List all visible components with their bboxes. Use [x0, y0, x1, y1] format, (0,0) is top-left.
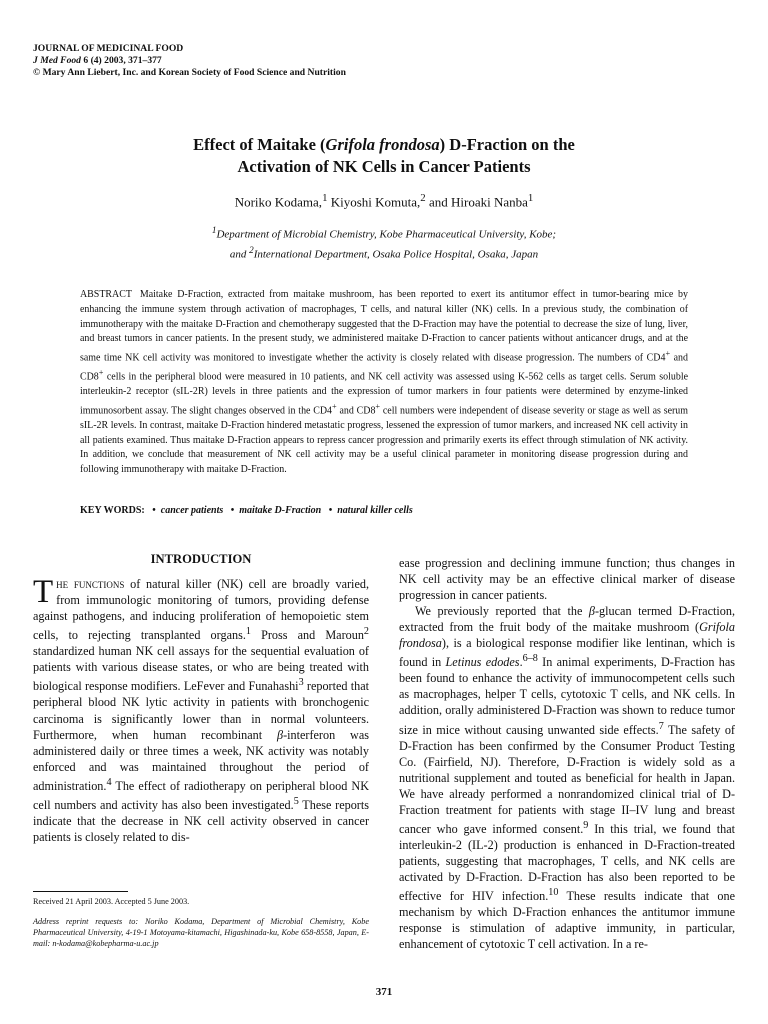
intro-paragraph-2: We previously reported that the β-glucan termed D-Fraction, extracted from the fruit body of the maitake mushroom (Grifola frondosa), is a biological response modifier like lentinan, which is found in Letinus edodes.$^{6-8}$ In animal experiments, D-Fraction has been found to enhance the activity of immunocompetent cells such as macrophages, helper T cells, cytotoxic T cells, and NK cells. In addition, orally administered D-Fraction was shown to reduce tumor size in mice without causing unwanted side effects.$^7$ The safety of D-Fraction has been confirmed by the Consumer Product Testing Co. (Fairfield, NJ). Therefore, D-Fraction is widely sold as a nutritional supplement and touted as beneficial for health in Japan. We have already performed a nonrandomized clinical trial of D-Fraction treatment for patients with stage II–IV lung and breast cancer who gave informed consent.$^9$ In this trial, we found that interleukin-2 (IL-2) production is enhanced in D-Fraction-treated patients, suggesting that macrophages, T cells, and NK cells are activated by D-Fraction. D-Fraction has also been reported to be effective for HIV infection.$^{10}$ These results indicate that one mechanism by which D-Fraction enhances the antitumor immune response is stimulation of adaptive immunity, in particular, enhancement of cytotoxic T cell activation. In a re- — [399, 604, 736, 952]
intro-text: The safety of D-Fraction has been confirmed by the Consumer Product Testing Co. (Fairfield, NJ). Therefore, D-Fraction is widely sold as a nutritional supplement and touted as beneficial for health in Japan. We have already performed a nonrandomized clinical trial of D-Fraction treatment for patients with stage II–IV lung and breast cancer who gave informed consent. — [399, 722, 735, 836]
author-2: Kiyoshi Komuta, — [330, 194, 421, 210]
article-title — [100, 134, 668, 178]
intro-text: -interferon was administered daily or three times a week, NK activity was notably enforced and was maintained throughout the period of administration. — [33, 727, 370, 793]
intro-paragraph-1-continued: ease progression and declining immune function; thus changes in NK cell activity may be an effective clinical marker of disease progression in cancer patients. — [399, 556, 735, 603]
keyword-bullet: • — [230, 505, 235, 516]
affiliation-2-prefix: and — [229, 248, 250, 261]
intro-text: These reports indicate that the decrease in NK cell activity observed in cancer patients is closely related to dis- — [33, 797, 369, 844]
title-species: Grifola frondosa — [325, 135, 440, 154]
keyword-bullet: • — [328, 505, 333, 516]
section-heading: INTRODUCTION — [150, 552, 252, 566]
abstract — [80, 288, 688, 478]
beta-symbol: β — [276, 727, 284, 742]
title-part-2: ) D-Fraction on the — [439, 135, 575, 154]
body-column-right — [399, 555, 735, 952]
abstract-text-1: Maitake D-Fraction, extracted from maitake mushroom, has been reported to exert its antitumor effect in tumor-bearing mice by enhancing the immune system through activation of macrophages, T cells, and natural killer (NK) cells. In a previous study, the combination of immunotherapy with the maitake D-Fraction and chemotherapy suggested that the D-Fraction may have the potential to decrease the size of lung, liver, and breast tumors in cancer patients. In the present study, we administered maitake D-Fraction to cancer patients without anticancer drugs, and at the same time NK cell activity was monitored to investigate whether the activity is closely related with disease progression. The numbers of CD4 — [80, 289, 688, 364]
reprint-address: Address reprint requests to: Noriko Kodama, Department of Microbial Chemistry, Kobe Pharmaceutical University, 4-19-1 Motoyama-kitamachi, Higashinada-ku, Kobe 658-8558, Japan, E-mail: n-kodama@kobepharma-u.ac.jp — [33, 917, 369, 948]
citation-ref: 10 — [548, 887, 559, 899]
citation-ref: 4 — [106, 776, 112, 788]
body-column-left — [33, 576, 369, 845]
species-name: Grifola frondosa — [399, 620, 735, 651]
intro-text: Pross and Maroun — [250, 628, 364, 643]
citation-rest: 6 (4) 2003, 371–377 — [80, 55, 162, 66]
abstract-sup: + — [98, 368, 104, 378]
citation-ref: 6–8 — [522, 653, 538, 665]
affiliation-sup-1: 1 — [211, 225, 217, 235]
citation-abbrev: J Med Food — [33, 55, 81, 66]
intro-text: of natural killer (NK) cell are broadly varied, from immunologic monitoring of tumors, providing defense against pathogens, and inducing proliferation of hemopoietic stem cells, to rejecting transplanted organs. — [33, 577, 369, 643]
intro-text: The effect of radiotherapy on peripheral blood NK cell numbers and activity has also been investigated. — [33, 778, 369, 812]
intro-text: In animal experiments, D-Fraction has been found to enhance the activity of immunocompetent cells such as macrophages, helper T cells, cytotoxic T cells, and NK cells. In addition, orally administered D-Fraction was shown to reduce tumor size in mice without causing unwanted side effects. — [399, 655, 735, 737]
drop-cap: T — [33, 574, 54, 610]
author-2-sup: 2 — [420, 192, 426, 204]
intro-text: standardized human NK cell assays for the sequential evaluation of patients with various disease states, or who are being treated with biological response modifiers. LeFever and Funahashi — [33, 644, 369, 694]
abstract-text-5: cell numbers were independent of disease severity or stage as well as serum sIL-2R levels. In contrast, maitake D-Fraction hindered metastatic progress, lessened the expression of tumor markers, and increased NK cell activity in all patients examined. Thus maitake D-Fraction appears to repress cancer progression and primarily exerts its effect through stimulation of NK activity. In addition, we conclude that measurement of NK cell activity may be a useful clinical parameter in monitoring disease progression during and following immunotherapy with maitake D-Fraction. — [80, 405, 688, 476]
keyword-1: cancer patients — [160, 505, 224, 516]
intro-paragraph-1 — [33, 576, 369, 845]
intro-text: These results indicate that one mechanism by which D-Fraction enhances the antitumor immune response is stimulation of adaptive immunity, in particular, enhancement of cytotoxic T cell activation. In a re- — [399, 889, 735, 952]
author-3-sup: 1 — [527, 192, 534, 204]
intro-text: -glucan termed D-Fraction, extracted from the fruit body of the maitake mushroom ( — [399, 604, 736, 635]
abstract-sup: + — [665, 349, 671, 358]
citation-ref: 2 — [363, 626, 369, 638]
affiliation-1: Department of Microbial Chemistry, Kobe Pharmaceutical University, Kobe; — [216, 228, 557, 241]
abstract-sup: + — [332, 401, 337, 411]
abstract-text-3: cells in the peripheral blood were measured in 10 patients, and NK cell activity was assessed using K-562 cells as target cells. Serum soluble interleukin-2 receptor (sIL-2R) levels in three patients and the expression of tumor markers in four patients were determined by enzyme-linked immunosorbent assay. The slight changes observed in the CD4 — [80, 371, 688, 417]
title-part-1: Effect of Maitake ( — [193, 135, 326, 154]
abstract-text-4: and CD8 — [336, 405, 376, 417]
citation-line — [33, 55, 346, 67]
citation-ref: 5 — [293, 795, 299, 807]
species-name: Letinus edodes — [445, 655, 520, 670]
journal-header — [33, 43, 346, 79]
beta-symbol: β — [588, 604, 595, 619]
affiliation-2: International Department, Osaka Police Hospital, Osaka, Japan — [253, 248, 539, 261]
abstract-text-2: and CD8 — [80, 352, 688, 383]
intro-text: We previously reported that the — [415, 604, 589, 619]
author-3: and Hiroaki Nanba — [428, 194, 528, 210]
keyword-2: maitake D-Fraction — [239, 505, 322, 516]
author-list — [100, 192, 668, 210]
title-line-2: Activation of NK Cells in Cancer Patients — [237, 157, 531, 176]
abstract-sup: + — [375, 401, 381, 411]
author-1: Noriko Kodama, — [234, 194, 323, 210]
footnote-rule — [33, 891, 128, 892]
keyword-3: natural killer cells — [337, 505, 413, 516]
citation-ref: 1 — [245, 626, 251, 638]
journal-name: JOURNAL OF MEDICINAL FOOD — [33, 43, 184, 54]
intro-text: ), is a biological response modifier like lentinan, which is found in — [399, 636, 735, 670]
lead-in-smallcaps: he functions — [56, 577, 125, 591]
intro-text: In this trial, we found that interleukin-2 (IL-2) production is enhanced in D-Fraction-treated patients, suggesting that macrophages, T cells, and NK cells are activated by D-Fraction. D-Fraction has also been reported to be effective for HIV infection. — [399, 821, 735, 904]
citation-ref: 3 — [298, 677, 304, 689]
title-line-1 — [100, 134, 668, 156]
intro-text: reported that peripheral blood NK lytic activity in patients with bronchogenic carcinoma is significantly lower than in normal volunteers. Furthermore, when human recombinant — [33, 679, 369, 742]
received-date: Received 21 April 2003. Accepted 5 June 2003. — [33, 897, 190, 906]
affiliation-sup-2: 2 — [249, 244, 254, 255]
citation-ref: 9 — [583, 819, 589, 831]
keyword-bullet: • — [152, 505, 156, 516]
abstract-label: ABSTRACT — [80, 289, 132, 300]
affiliations — [100, 223, 668, 262]
keywords-label: KEY WORDS: — [80, 505, 145, 516]
keywords — [80, 505, 413, 516]
affiliation-line-1 — [100, 223, 668, 243]
citation-ref: 7 — [658, 720, 664, 732]
author-1-sup: 1 — [322, 192, 328, 204]
copyright-line: © Mary Ann Liebert, Inc. and Korean Society of Food Science and Nutrition — [33, 67, 346, 78]
page-number: 371 — [375, 986, 393, 998]
affiliation-line-2 — [100, 243, 668, 263]
